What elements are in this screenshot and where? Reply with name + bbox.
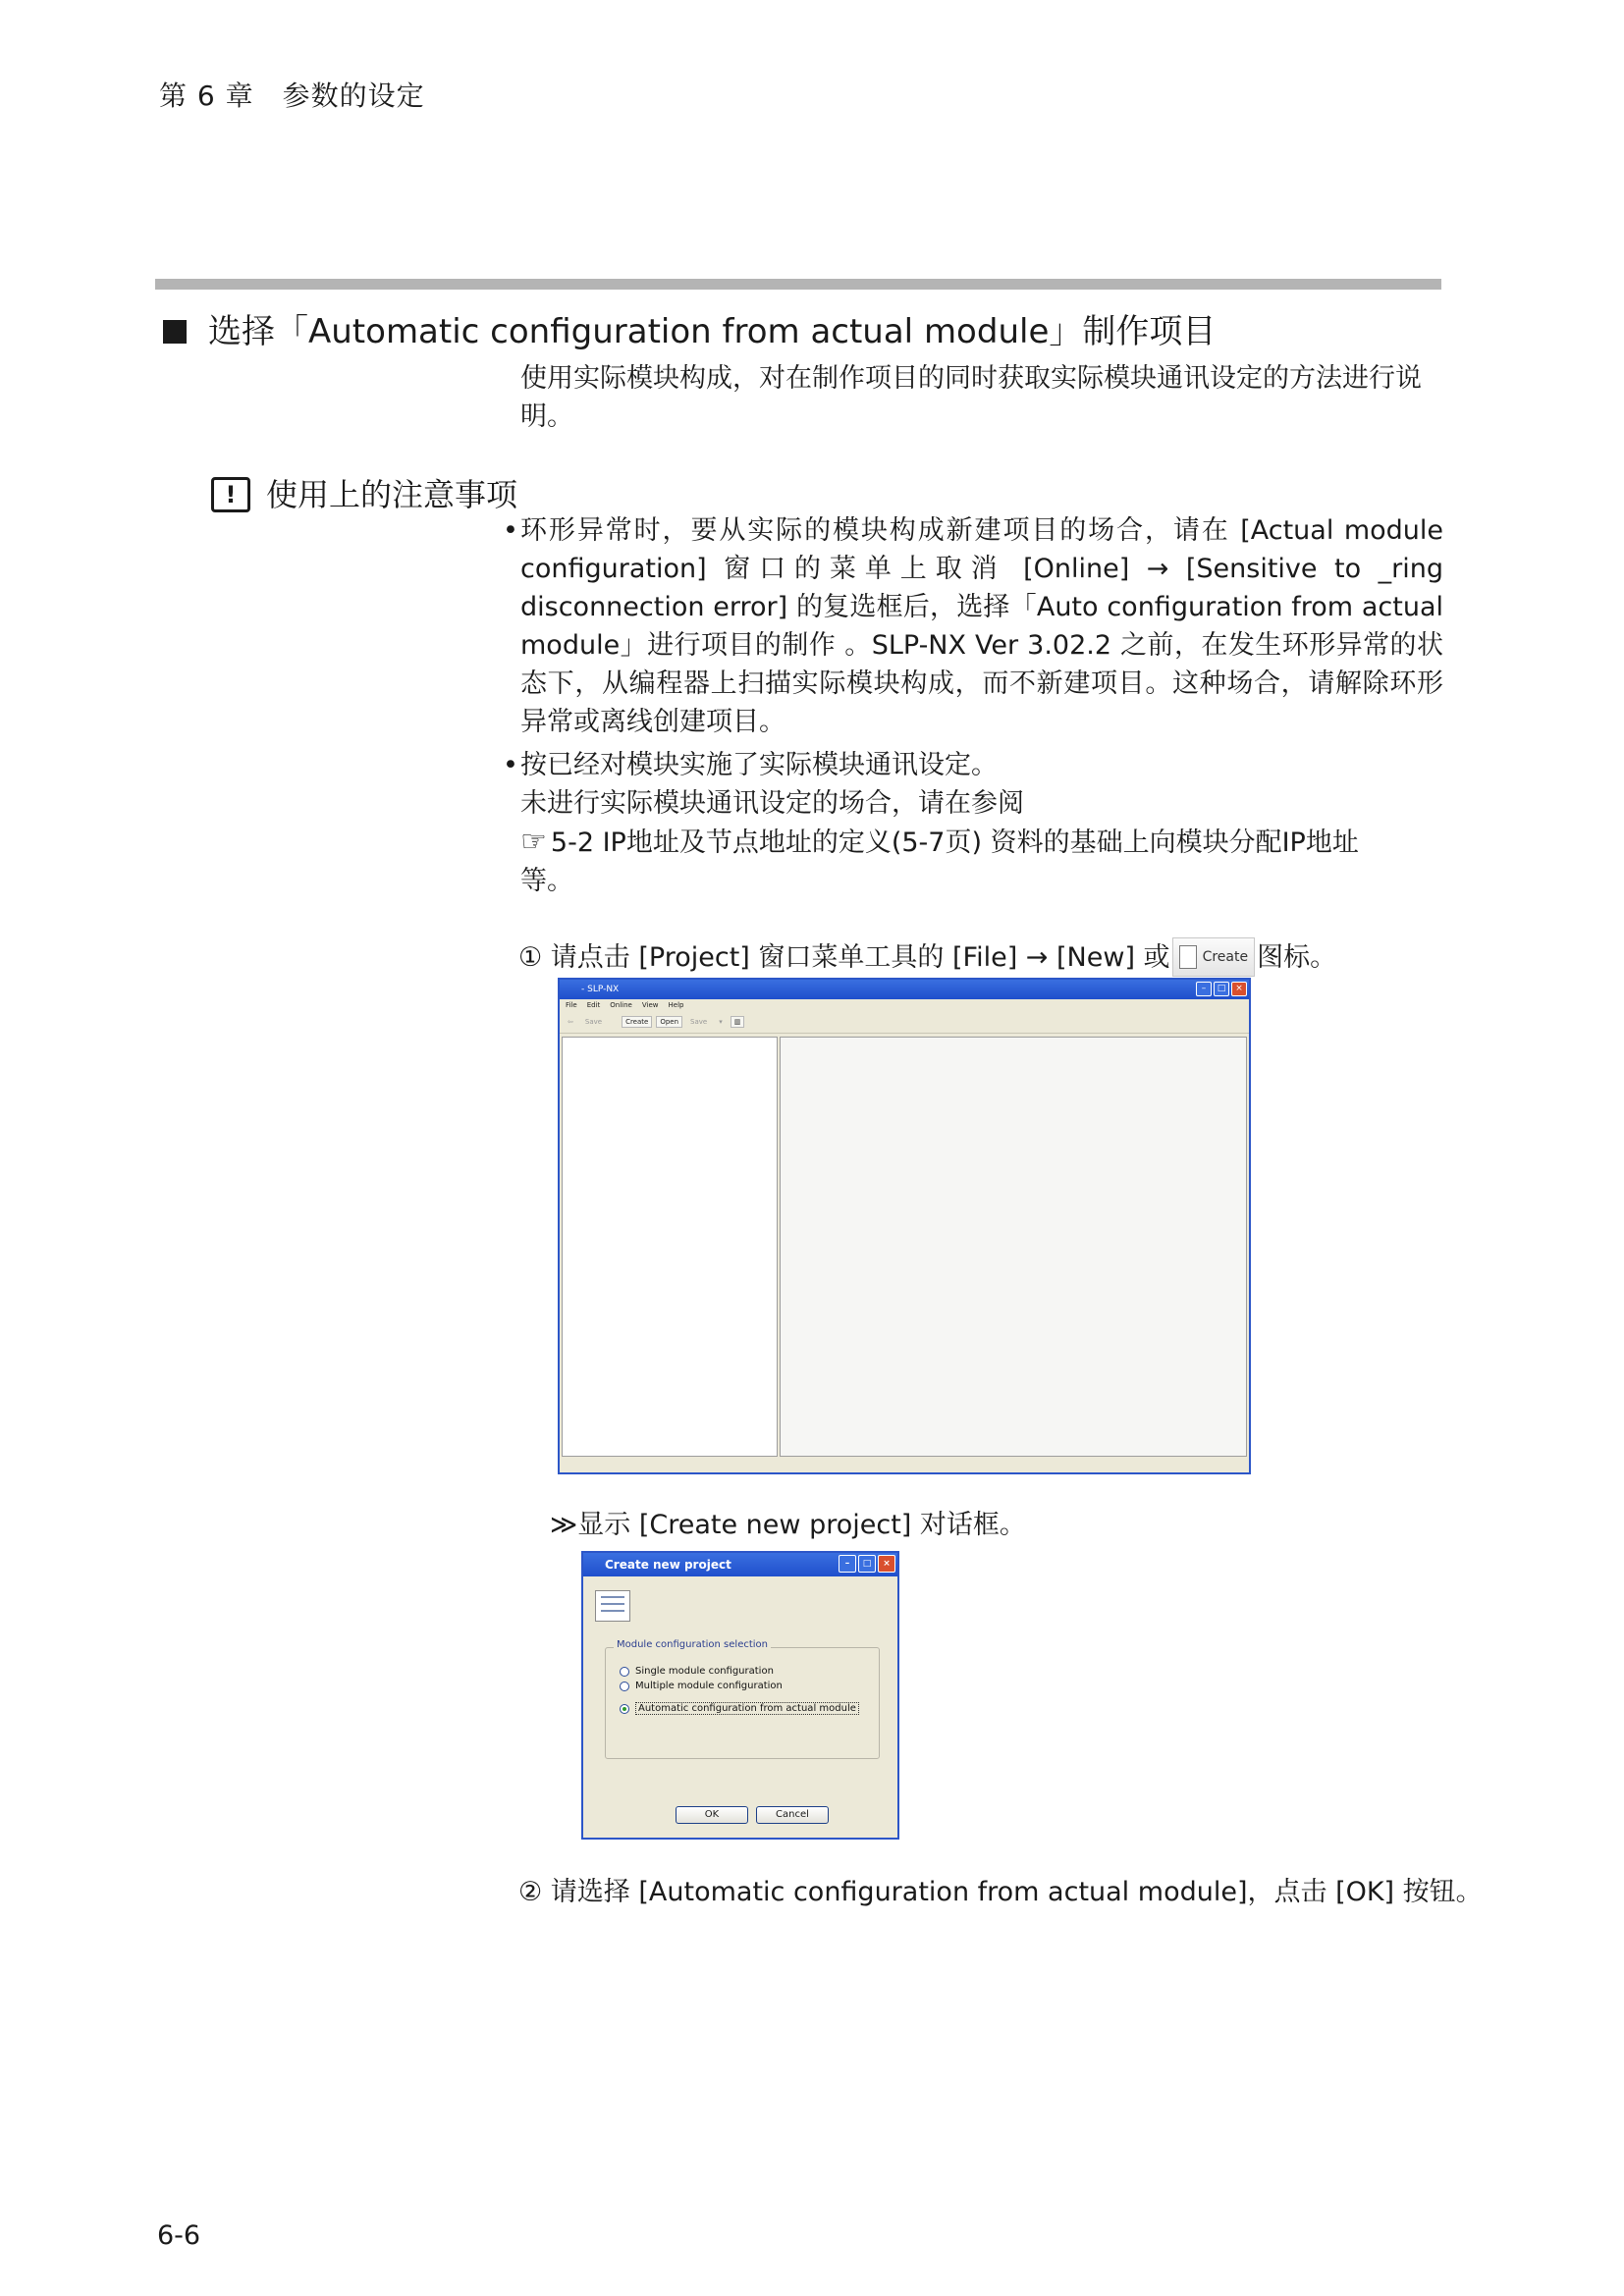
maximize-icon[interactable]: □ xyxy=(1214,982,1229,996)
toolbar-open-button[interactable]: Open xyxy=(656,1016,682,1028)
step-1-result: ≫显示 [Create new project] 对话框。 xyxy=(550,1510,1026,1540)
module-configuration-group xyxy=(605,1639,880,1759)
group-label: Module configuration selection xyxy=(614,1639,771,1650)
create-button-icon xyxy=(1172,937,1256,977)
notice-heading: 使用上的注意事项 xyxy=(266,476,518,513)
slp-nx-main-window-screenshot xyxy=(558,978,1251,1474)
page-number: 6-6 xyxy=(157,2220,201,2251)
ok-button[interactable]: OK xyxy=(676,1806,748,1824)
section-square-icon xyxy=(163,320,187,344)
radio-icon[interactable] xyxy=(620,1667,629,1677)
toolbar-download-icon[interactable]: ▾ xyxy=(719,1018,723,1026)
close-icon[interactable]: × xyxy=(878,1555,895,1573)
option-single-module[interactable] xyxy=(620,1666,774,1677)
project-tree-pane[interactable] xyxy=(562,1037,778,1457)
notice-bullet-text: 环形异常时，要从实际的模块构成新建项目的场合，请在 [Actual module configuration] 窗口的菜单上取消 [Online] → [Sensitive to _ring disconnection error] 的复选框后，选择「Auto configuration from actual module」进行项目的制作 。SLP-NX Ver 3.02.2 之前，在发生环形异常的状态下，从编程器上扫描实际模块构成，而不新建项目。这种场合，请解除环形异常或离线创建项目。 xyxy=(520,515,1443,737)
maximize-icon[interactable]: □ xyxy=(858,1555,876,1573)
toolbar-save-button[interactable]: Save xyxy=(584,1018,603,1026)
notice-bullet xyxy=(503,511,1443,741)
create-new-project-dialog-screenshot xyxy=(581,1551,899,1840)
create-icon-label: Create xyxy=(1202,948,1249,965)
option-label: Automatic configuration from actual module xyxy=(635,1702,859,1715)
toolbar xyxy=(560,1011,1249,1034)
option-multiple-module[interactable] xyxy=(620,1681,783,1691)
section-intro: 使用实际模块构成，对在制作项目的同时获取实际模块通讯设定的方法进行说明。 xyxy=(520,363,1422,432)
section-title-row xyxy=(163,310,1216,353)
notice-bullet-text: 等。 xyxy=(520,866,573,896)
toolbar-spacer xyxy=(610,1020,618,1024)
minimize-icon[interactable]: – xyxy=(1196,982,1212,996)
workspace-pane[interactable] xyxy=(780,1037,1247,1457)
menu-online[interactable]: Online xyxy=(610,1001,632,1009)
bullet-mark: • xyxy=(503,750,518,780)
option-automatic-configuration[interactable] xyxy=(620,1702,859,1715)
toolbar-chart-icon[interactable]: ▥ xyxy=(731,1016,745,1028)
notice-bullet-text: 未进行实际模块通讯设定的场合，请在参阅 xyxy=(520,788,1024,819)
project-list-icon xyxy=(595,1590,630,1622)
radio-icon[interactable] xyxy=(620,1682,629,1691)
bullet-mark: • xyxy=(503,515,518,546)
back-button[interactable]: ⇦ xyxy=(568,1018,573,1026)
pointing-hand-icon: ☞ xyxy=(520,825,547,859)
reference-link[interactable]: 5-2 IP地址及节点地址的定义(5-7页) 资料的基础上向模块分配IP地址 xyxy=(550,828,1359,858)
menu-edit[interactable]: Edit xyxy=(586,1001,601,1009)
option-label: Single module configuration xyxy=(635,1666,774,1677)
menu-help[interactable]: Help xyxy=(668,1001,684,1009)
menu-file[interactable]: File xyxy=(566,1001,577,1009)
chapter-header: 第 6 章 参数的设定 xyxy=(159,80,425,112)
toolbar-create-button[interactable]: Create xyxy=(622,1016,652,1028)
dialog-titlebar xyxy=(583,1553,897,1576)
menu-view[interactable]: View xyxy=(641,1001,659,1009)
minimize-icon[interactable]: – xyxy=(839,1555,856,1573)
window-titlebar xyxy=(560,980,1249,999)
new-document-icon xyxy=(1179,945,1197,969)
option-label: Multiple module configuration xyxy=(635,1681,783,1691)
notice-bullet-text: 按已经对模块实施了实际模块通讯设定。 xyxy=(520,750,998,780)
section-title: 选择「Automatic configuration from actual module」制作项目 xyxy=(208,312,1217,351)
warning-icon: ! xyxy=(211,477,250,512)
toolbar-save-button[interactable]: Save xyxy=(690,1018,708,1026)
step-1-text: ① 请点击 [Project] 窗口菜单工具的 [File] → [New] 或 xyxy=(518,941,1170,973)
menu-bar xyxy=(560,999,1249,1011)
close-icon[interactable]: × xyxy=(1231,982,1247,996)
step-1-suffix: 图标。 xyxy=(1257,941,1337,973)
notice-bullet xyxy=(503,746,1443,900)
section-divider xyxy=(155,279,1441,290)
notice-heading-row xyxy=(211,473,517,516)
step-2: ② 请选择 [Automatic configuration from actual module]，点击 [OK] 按钮。 xyxy=(518,1877,1483,1907)
step-1 xyxy=(518,937,1336,977)
cancel-button[interactable]: Cancel xyxy=(756,1806,829,1824)
radio-selected-icon[interactable] xyxy=(620,1704,629,1714)
dialog-title: Create new project xyxy=(605,1558,731,1572)
window-title: - SLP-NX xyxy=(581,985,620,994)
